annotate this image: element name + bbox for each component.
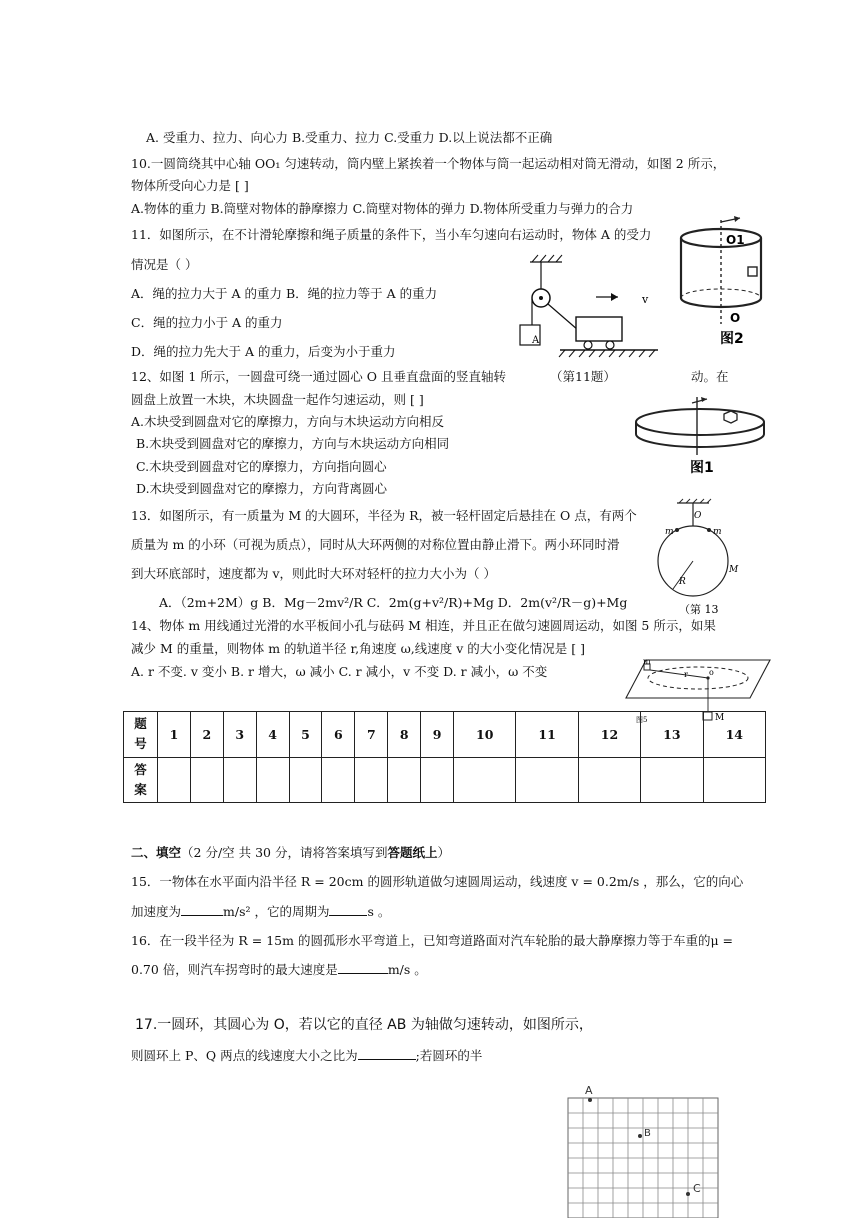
label-C: C	[693, 1182, 701, 1195]
label-m-left: m	[665, 527, 674, 537]
answer-cell-5[interactable]	[289, 757, 322, 803]
fig1-caption: 图1	[690, 460, 714, 476]
answer-cell-1[interactable]	[158, 757, 191, 803]
q11-stem-line1: 11．如图所示，在不计滑轮摩擦和绳子质量的条件下，当小车匀速向右运动时，物体 A 的受力	[131, 227, 652, 242]
answer-cell-14[interactable]	[703, 757, 765, 803]
table-cell-number: 6	[322, 712, 355, 758]
table-cell-number: 5	[289, 712, 322, 758]
q10-stem-line1: 10.一圆筒绕其中心轴 OO₁ 匀速转动，筒内壁上紧挨着一个物体与筒一起运动相对筒无滑动，如图 2 所示，	[131, 156, 726, 171]
q15-blank-1[interactable]	[181, 903, 223, 916]
q17-stem-line1: 17.一圆环，其圆心为 O，若以它的直径 AB 为轴做匀速转动，如图所示，	[135, 1017, 593, 1033]
label-B: B	[644, 1128, 651, 1139]
label-m: m	[643, 657, 651, 666]
q13-stem-line3: 到大环底部时，速度都为 v，则此时大环对轻杆的拉力大小为（ ）	[131, 566, 497, 581]
q14-stem-line2: 减少 M 的重量，则物体 m 的轨道半径 r,角速度 ω,线速度 v 的大小变化情况是 [ ]	[131, 641, 585, 656]
q12-option-d: D.木块受到圆盘对它的摩擦力，方向背离圆心	[136, 481, 388, 496]
answer-cell-2[interactable]	[190, 757, 223, 803]
fig5-caption: 图5	[636, 716, 648, 724]
table-cell-number: 7	[355, 712, 388, 758]
q13-caption: （第 13	[679, 603, 719, 616]
table-cell-number: 9	[421, 712, 454, 758]
table-cell-number: 13	[641, 712, 703, 758]
label-O1: O1	[726, 233, 745, 247]
q17-blank[interactable]	[358, 1047, 416, 1060]
answer-cell-4[interactable]	[256, 757, 289, 803]
table-row-answers	[124, 757, 766, 803]
answer-cell-12[interactable]	[578, 757, 640, 803]
q15-blank-2[interactable]	[329, 903, 367, 916]
q12-stem-line2: 圆盘上放置一木块，木块圆盘一起作匀速运动，则 [ ]	[131, 392, 424, 407]
q13-stem-line1: 13．如图所示，有一质量为 M 的大圆环，半径为 R，被一轻杆固定后悬挂在 O 点，有两个	[131, 508, 637, 523]
table-cell-number: 14	[703, 712, 765, 758]
q16-blank[interactable]	[338, 961, 388, 974]
q15-stem-line2: 加速度为 m/s² ，它的周期为 s 。	[131, 904, 391, 919]
q12-option-b: B.木块受到圆盘对它的摩擦力，方向与木块运动方向相同	[136, 436, 450, 451]
cylinder-figure	[678, 216, 768, 348]
q13-stem-line2: 质量为 m 的小环（可视为质点），同时从大环两侧的对称位置由静止滑下。两小环同时滑	[131, 537, 620, 552]
label-O: O	[694, 511, 702, 521]
table-cell-number: 2	[190, 712, 223, 758]
label-O: O	[730, 311, 741, 325]
answer-cell-7[interactable]	[355, 757, 388, 803]
q11-option-c: C．绳的拉力小于 A 的重力	[131, 315, 283, 330]
fig2-caption: 图2	[720, 331, 744, 347]
table-header-number: 题 号	[124, 712, 158, 758]
answer-cell-6[interactable]	[322, 757, 355, 803]
table-cell-number: 12	[578, 712, 640, 758]
label-o: o	[709, 668, 714, 677]
answer-cell-11[interactable]	[516, 757, 578, 803]
pulley-cart-figure	[510, 252, 670, 362]
q15-stem-line1: 15．一物体在水平面内沿半径 R = 20cm 的圆形轨道做匀速圆周运动，线速度 v = 0.2m/s ，那么，它的向心	[131, 874, 744, 889]
label-r: r	[684, 670, 688, 679]
label-m-right: m	[713, 527, 722, 537]
label-M: M	[729, 565, 739, 575]
q11-caption: （第11题）	[550, 369, 616, 384]
q14-stem-line1: 14、物体 m 用线通过光滑的水平板间小孔与砝码 M 相连，并且正在做匀速圆周运动，如图 5 所示，如果	[131, 618, 716, 633]
answer-cell-3[interactable]	[223, 757, 256, 803]
table-cell-number: 3	[223, 712, 256, 758]
label-R: R	[679, 577, 686, 587]
label-A: A	[585, 1084, 593, 1097]
q16-stem-line2: 0.70 倍，则汽车拐弯时的最大速度是 m/s 。	[131, 962, 427, 977]
answer-cell-13[interactable]	[641, 757, 703, 803]
q12-option-a: A.木块受到圆盘对它的摩擦力，方向与木块运动方向相反	[131, 414, 445, 429]
answer-table	[123, 711, 766, 803]
q10-options: A.物体的重力 B.筒壁对物体的静摩擦力 C.筒壁对物体的弹力 D.物体所受重力与弹力的合力	[131, 201, 634, 216]
grid-figure	[560, 1078, 730, 1218]
table-row-numbers	[124, 712, 766, 758]
q9-options: A. 受重力、拉力、向心力 B.受重力、拉力 C.受重力 D.以上说法都不正确	[146, 130, 553, 145]
q17-stem-line2: 则圆环上 P、Q 两点的线速度大小之比为 ;若圆环的半	[131, 1048, 483, 1063]
q12-stem-line1: 12、如图 1 所示，一圆盘可绕一通过圆心 O 且垂直盘面的竖直轴转	[131, 369, 507, 384]
table-header-answer: 答 案	[124, 757, 158, 803]
q10-stem-line2: 物体所受向心力是 [ ]	[131, 178, 249, 193]
ring-figure	[653, 500, 763, 616]
q12-option-c: C.木块受到圆盘对它的摩擦力，方向指向圆心	[136, 459, 387, 474]
label-A: A	[532, 335, 540, 346]
answer-cell-10[interactable]	[454, 757, 516, 803]
table-cell-number: 1	[158, 712, 191, 758]
table-cell-number: 8	[388, 712, 421, 758]
table-cell-number: 10	[454, 712, 516, 758]
label-v: v	[642, 293, 649, 306]
q13-options: A．（2m+2M）g B．Mg－2mv²/R C．2m(g+v²/R)+Mg D．2m(v²/R－g)+Mg	[159, 595, 628, 610]
label-M: M	[715, 713, 725, 723]
answer-cell-8[interactable]	[388, 757, 421, 803]
q11-option-d: D．绳的拉力先大于 A 的重力，后变为小于重力	[131, 344, 396, 359]
q11-stem-line2: 情况是（ ）	[131, 257, 198, 272]
q11-option-ab: A．绳的拉力大于 A 的重力 B．绳的拉力等于 A 的重力	[131, 286, 438, 301]
table-cell-number: 11	[516, 712, 578, 758]
rotating-disk-figure	[632, 397, 772, 477]
q16-stem-line1: 16．在一段半径为 R = 15m 的圆孤形水平弯道上，已知弯道路面对汽车轮胎的最大静摩擦力等于车重的μ =	[131, 933, 734, 948]
table-cell-number: 4	[256, 712, 289, 758]
q12-stem-line1-end: 动。在	[691, 369, 729, 384]
answer-cell-9[interactable]	[421, 757, 454, 803]
q14-options: A. r 不变. v 变小 B. r 增大，ω 减小 C. r 减小，v 不变 D. r 减小，ω 不变	[131, 664, 548, 679]
section2-title: 二、填空（2 分/空 共 30 分，请将答案填写到答题纸上）	[131, 845, 451, 860]
